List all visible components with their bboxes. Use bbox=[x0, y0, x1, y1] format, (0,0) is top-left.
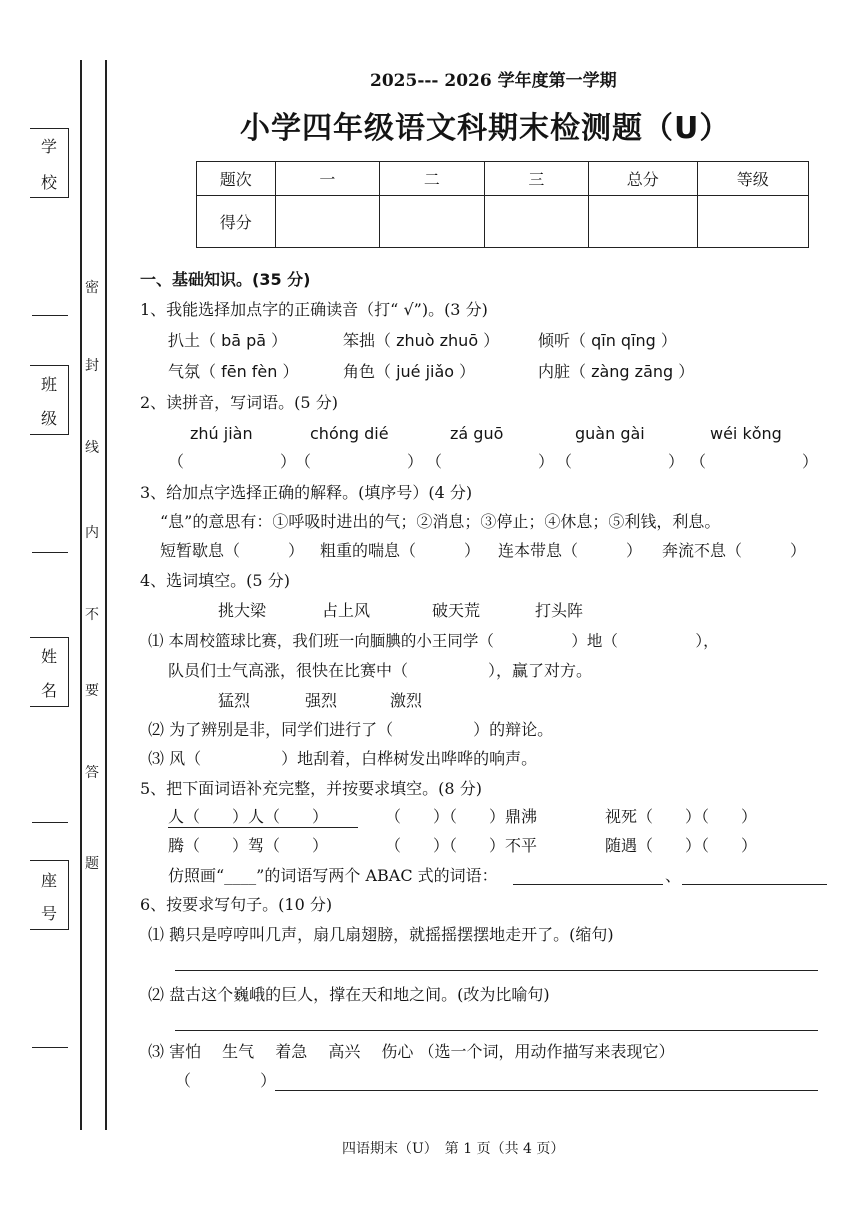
q2-blank-5[interactable]: （ ） bbox=[690, 452, 819, 471]
seat-label-char2: 号 bbox=[40, 904, 57, 923]
q5-imitate-prompt: 仿照画“____”的词语写两个 ABAC 式的词语： bbox=[168, 866, 498, 885]
q6-answer-line-1[interactable] bbox=[175, 970, 818, 971]
q4-word-6: 强烈 bbox=[305, 691, 338, 710]
school-label-char1: 学 bbox=[40, 137, 57, 156]
q2-pinyin-4: guàn gài bbox=[575, 424, 645, 443]
score-cell-grade[interactable] bbox=[697, 196, 808, 248]
q5-item-3[interactable]: 视死（ ）（ ） bbox=[605, 807, 758, 826]
q4-word-2: 占上风 bbox=[322, 601, 371, 620]
page-footer: 四语期末（U） 第 1 页（共 4 页） bbox=[342, 1141, 565, 1157]
seat-field-line bbox=[32, 1047, 68, 1048]
score-cell-two[interactable] bbox=[380, 196, 484, 248]
q5-item-1-underline bbox=[168, 827, 358, 828]
q4-sentence-1a[interactable]: ⑴ 本周校篮球比赛，我们班一向腼腆的小王同学（ ）地（ ）， bbox=[148, 632, 719, 650]
q5-item-1[interactable]: 人（ ）人（ ） bbox=[168, 807, 329, 826]
q1-item-6[interactable]: 内脏（ zàng zāng ） bbox=[538, 362, 695, 381]
binding-line-left bbox=[80, 60, 82, 1130]
q5-prompt: 5、把下面词语补充完整，并按要求填空。(8 分) bbox=[140, 779, 482, 798]
q1-prompt: 1、我能选择加点字的正确读音（打“ √”)。(3 分) bbox=[140, 300, 488, 319]
q1-item-2[interactable]: 笨拙（ zhuò zhuō ） bbox=[343, 331, 500, 350]
score-header-item: 题次 bbox=[197, 162, 276, 196]
q1-item-5[interactable]: 角色（ jué jiǎo ） bbox=[343, 362, 476, 381]
q2-blank-4[interactable]: （ ） bbox=[556, 452, 685, 471]
q2-pinyin-2: chóng dié bbox=[310, 424, 389, 443]
school-field-line bbox=[32, 315, 68, 316]
q4-sentence-3[interactable]: ⑶ 风（ ）地刮着，白桦树发出哗哗的响声。 bbox=[148, 749, 538, 768]
seal-char-3: 线 bbox=[85, 440, 99, 456]
q6-answer-line-3[interactable] bbox=[275, 1090, 818, 1091]
seal-char-8: 题 bbox=[85, 856, 99, 872]
q6-sentence-2: ⑵ 盘古这个巍峨的巨人，撑在天和地之间。(改为比喻句) bbox=[148, 985, 550, 1004]
score-row-label: 得分 bbox=[197, 196, 276, 248]
class-label-char1: 班 bbox=[40, 375, 57, 394]
q2-pinyin-3: zá guō bbox=[450, 424, 504, 443]
q3-item-1[interactable]: 短暂歇息（ ） bbox=[160, 541, 305, 560]
q3-meaning: “息”的意思有：①呼吸时进出的气；②消息；③停止；④休息；⑤利钱，利息。 bbox=[160, 512, 721, 531]
score-header-three: 三 bbox=[484, 162, 588, 196]
score-cell-one[interactable] bbox=[275, 196, 379, 248]
q3-item-2[interactable]: 粗重的喘息（ ） bbox=[320, 541, 481, 560]
class-label-char2: 级 bbox=[40, 409, 57, 428]
school-label-char2: 校 bbox=[40, 173, 57, 192]
q2-blank-2[interactable]: （ ） bbox=[295, 452, 424, 471]
seal-char-5: 不 bbox=[85, 607, 99, 623]
score-cell-three[interactable] bbox=[484, 196, 588, 248]
seal-char-6: 要 bbox=[85, 683, 99, 699]
q6-sentence-1: ⑴ 鹅只是哼哼叫几声，扇几扇翅膀，就摇摇摆摆地走开了。(缩句) bbox=[148, 925, 614, 944]
q3-item-3[interactable]: 连本带息（ ） bbox=[498, 541, 643, 560]
binding-line-right bbox=[105, 60, 107, 1130]
q1-item-3[interactable]: 倾听（ qīn qīng ） bbox=[538, 331, 677, 350]
seal-char-4: 内 bbox=[85, 525, 99, 541]
q1-item-4[interactable]: 气氛（ fēn fèn ） bbox=[168, 362, 299, 381]
score-header-two: 二 bbox=[380, 162, 484, 196]
q4-word-4: 打头阵 bbox=[535, 601, 584, 620]
class-field-line bbox=[32, 552, 68, 553]
exam-title: 小学四年级语文科期末检测题（U） bbox=[240, 111, 731, 146]
q5-item-5[interactable]: （ ）（ ）不平 bbox=[385, 836, 538, 855]
q6-answer-line-2[interactable] bbox=[175, 1030, 818, 1031]
q6-word-choice-blank[interactable]: （ ） bbox=[175, 1071, 277, 1090]
name-label-char2: 名 bbox=[40, 681, 57, 700]
q4-prompt: 4、选词填空。(5 分) bbox=[140, 571, 290, 590]
q2-pinyin-1: zhú jiàn bbox=[190, 424, 253, 443]
q5-answer-separator: 、 bbox=[665, 866, 682, 885]
q2-blank-1[interactable]: （ ） bbox=[168, 452, 297, 471]
q6-prompt: 6、按要求写句子。(10 分) bbox=[140, 895, 333, 914]
q4-word-7: 激烈 bbox=[390, 691, 423, 710]
seat-label-char1: 座 bbox=[40, 871, 57, 890]
seal-char-7: 答 bbox=[85, 765, 99, 781]
q4-word-5: 猛烈 bbox=[218, 691, 251, 710]
section1-title: 一、基础知识。(35 分) bbox=[140, 270, 311, 289]
score-table bbox=[196, 161, 809, 248]
q2-prompt: 2、读拼音，写词语。(5 分) bbox=[140, 393, 338, 412]
seal-char-2: 封 bbox=[85, 358, 99, 374]
q5-answer-line-1[interactable] bbox=[513, 884, 663, 885]
q2-blank-3[interactable]: （ ） bbox=[426, 452, 555, 471]
q2-pinyin-5: wéi kǒng bbox=[710, 424, 782, 443]
q4-sentence-1b[interactable]: 队员们士气高涨，很快在比赛中（ ），赢了对方。 bbox=[168, 661, 593, 680]
q3-prompt: 3、给加点字选择正确的解释。(填序号）(4 分) bbox=[140, 483, 473, 502]
q6-sentence-3: ⑶ 害怕 生气 着急 高兴 伤心 （选一个词，用动作描写来表现它） bbox=[148, 1042, 675, 1061]
q5-item-6[interactable]: 随遇（ ）（ ） bbox=[605, 836, 758, 855]
q1-item-1[interactable]: 扒土（ bā pā ） bbox=[168, 331, 288, 350]
q5-item-2[interactable]: （ ）（ ）鼎沸 bbox=[385, 807, 538, 826]
score-header-total: 总分 bbox=[589, 162, 697, 196]
score-header-grade: 等级 bbox=[697, 162, 808, 196]
name-label-char1: 姓 bbox=[40, 647, 57, 666]
q5-item-4[interactable]: 腾（ ）驾（ ） bbox=[168, 836, 329, 855]
q4-word-3: 破天荒 bbox=[432, 601, 481, 620]
q4-sentence-2[interactable]: ⑵ 为了辨别是非，同学们进行了（ ）的辩论。 bbox=[148, 720, 554, 739]
score-cell-total[interactable] bbox=[589, 196, 697, 248]
name-field-line bbox=[32, 822, 68, 823]
q3-item-4[interactable]: 奔流不息（ ） bbox=[662, 541, 807, 560]
seal-char-1: 密 bbox=[85, 280, 99, 296]
term-header: 2025--- 2026 学年度第一学期 bbox=[370, 71, 617, 91]
q5-answer-line-2[interactable] bbox=[682, 884, 827, 885]
q4-word-1: 挑大梁 bbox=[218, 601, 267, 620]
score-header-one: 一 bbox=[275, 162, 379, 196]
